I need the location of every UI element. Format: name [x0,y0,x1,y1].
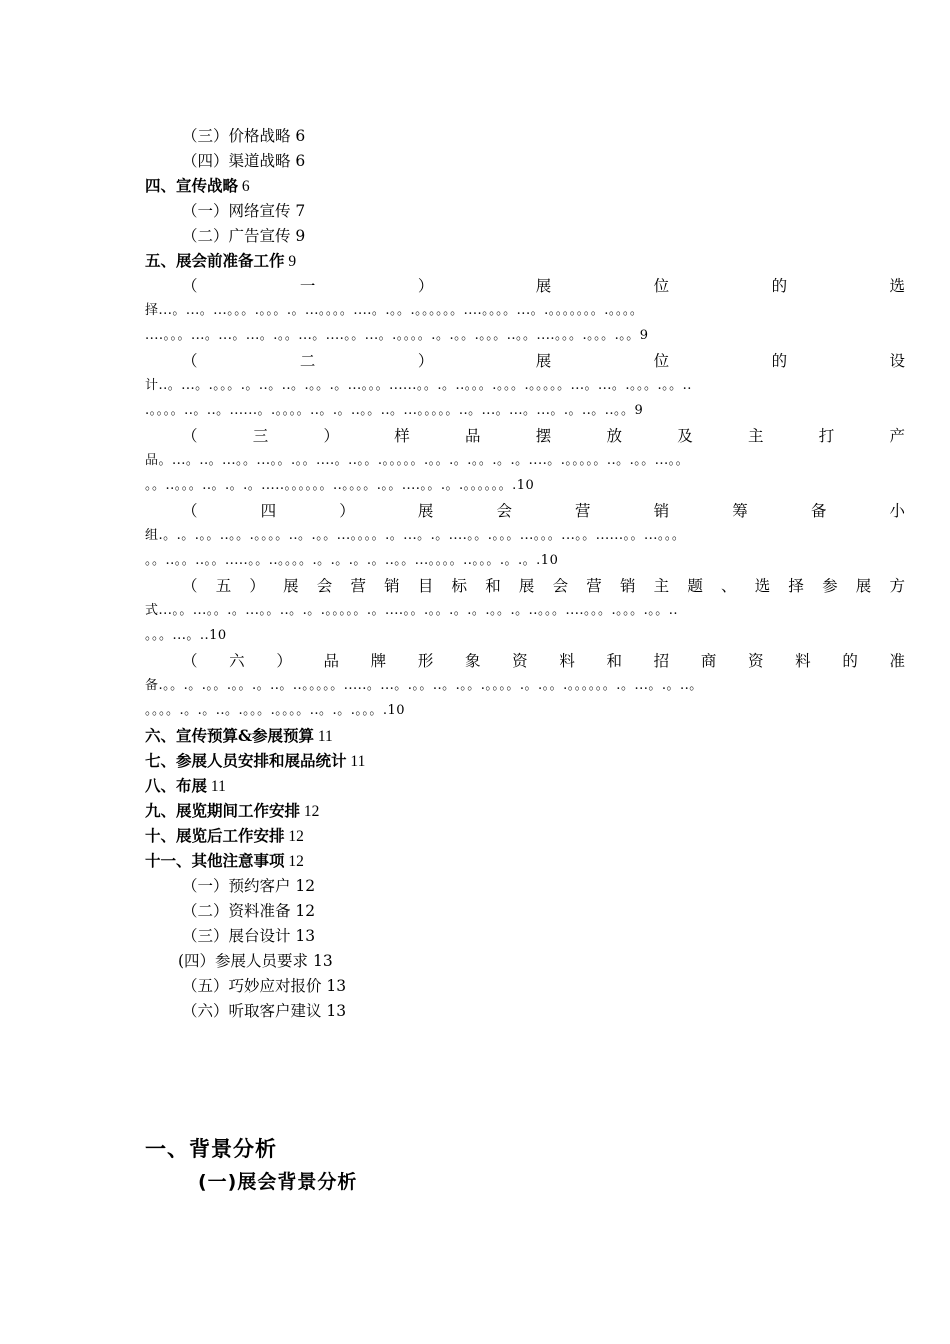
toc-heading-text: 九、展览期间工作安排 [145,801,301,820]
toc-page-number: 12 [284,828,304,845]
toc-heading-text: 五、展会前准备工作 [145,251,285,270]
toc-entry-appointments[interactable]: （一）预约客户 12 [182,877,316,895]
toc-leader-dots: 择...。...。...。。。.。。。.。...。。。。....。.。。.。。。。。。....。。。。...。.。。。。。。。.。。。。 [145,303,644,318]
toc-entry-during-show[interactable] [145,801,905,822]
toc-heading-text: 六、宣传预算&参展预算 [145,726,314,745]
toc-entry-brand-materials[interactable]: （六）品牌形象资料和招商资料的准 [182,652,905,670]
toc-page-number: 12 [284,853,304,870]
toc-entry-promotion-strategy[interactable] [145,176,905,197]
toc-page-number: 6 [238,178,250,195]
toc-entry-after-show[interactable] [145,826,905,847]
toc-page-number: 9 [284,253,297,270]
toc-heading-text: 十、展览后工作安排 [145,826,285,845]
toc-leader-dots: 。。。...。..10 [145,628,227,643]
toc-entry-channel-strategy[interactable]: （四）渠道战略 6 [182,152,306,170]
toc-leader-dots: 备.。。.。.。。.。。.。..。..。。。。。.....。...。.。。..。.。。.。。。。.。.。。.。。。。。。.。...。.。..。 [145,678,703,693]
toc-entry-materials[interactable]: （二）资料准备 12 [182,902,316,920]
toc-entry-customer-advice[interactable]: （六）听取客户建议 13 [182,1002,347,1020]
toc-entry-other-notes[interactable] [145,851,905,872]
toc-entry-budget[interactable] [145,726,905,747]
toc-leader-dots: 。。..。。。..。.。.。.....。。。。。。..。。。。.。。....。。.。.。。。。。。.10 [145,478,535,493]
subsection-heading: (一)展会背景分析 [198,1171,358,1193]
toc-page-number: 11 [346,753,366,770]
toc-entry-marketing-team[interactable]: （四）展会营销筹备小 [182,502,905,520]
toc-entry-staff-requirements[interactable]: (四）参展人员要求 13 [178,952,333,970]
toc-entry-quotes[interactable]: （五）巧妙应对报价 13 [182,977,347,995]
toc-leader-dots: 品。...。..。...。。...。。.。。....。..。。.。。。。。.。。.。.。。.。.。....。.。。。。。..。.。。...。。 [145,453,690,468]
toc-entry-price-strategy[interactable]: （三）价格战略 6 [182,127,306,145]
toc-heading-text: 四、宣传战略 [145,176,239,195]
toc-entry-booth-selection[interactable]: （一）展位的选 [182,277,905,295]
toc-page-number: 11 [207,778,226,795]
toc-leader-dots: 。。..。。..。。.....。。..。。。。.。.。.。.。..。。...。。。。..。。。.。.。.10 [145,553,559,568]
toc-entry-setup[interactable] [145,776,905,797]
toc-entry-web-promo[interactable]: （一）网络宣传 7 [182,202,306,220]
toc-heading-text: 七、参展人员安排和展品统计 [145,751,347,770]
toc-heading-text: 十一、其他注意事项 [145,851,285,870]
toc-leader-dots: .。。。。..。..。......。.。。。。..。.。..。。..。...。。。。。..。...。...。...。.。..。..。。9 [145,403,644,418]
toc-leader-dots: 组.。.。.。。..。。.。。。。..。.。。...。。。。.。...。.。....。。.。。。...。。。...。。......。。...。。。 [145,528,686,543]
toc-entry-marketing-goals[interactable]: （五）展会营销目标和展会营销主题、选择参展方 [182,577,905,595]
toc-entry-staff[interactable] [145,751,905,772]
toc-leader-dots: ....。。。...。...。...。.。。...。....。。...。.。。。。.。.。。.。。。..。。....。。。.。。。.。。9 [145,328,649,343]
toc-heading-text: 八、布展 [145,776,208,795]
toc-page-number: 11 [314,728,333,745]
toc-entry-preparation[interactable] [145,251,905,272]
toc-entry-stand-design[interactable]: （三）展台设计 13 [182,927,316,945]
toc-entry-ad-promo[interactable]: （二）广告宣传 9 [182,227,306,245]
toc-leader-dots: 式...。。...。。.。...。。..。.。.。。。。。.。....。。.。。.。.。.。。.。..。。。....。。。.。。。.。。.. [145,603,678,618]
toc-page-number: 12 [300,803,320,820]
toc-leader-dots: 。。。。.。.。..。.。。。.。。。。..。.。.。。。.10 [145,703,405,718]
toc-entry-sample-display[interactable]: （三）样品摆放及主打产 [182,427,905,445]
toc-leader-dots: 计..。...。.。。。.。..。..。.。。.。...。。。......。。.。..。。。.。。。.。。。。。...。...。.。。。.。。.. [145,378,692,393]
toc-entry-booth-design[interactable]: （二）展位的设 [182,352,905,370]
section-heading: 一、背景分析 [145,1137,277,1161]
